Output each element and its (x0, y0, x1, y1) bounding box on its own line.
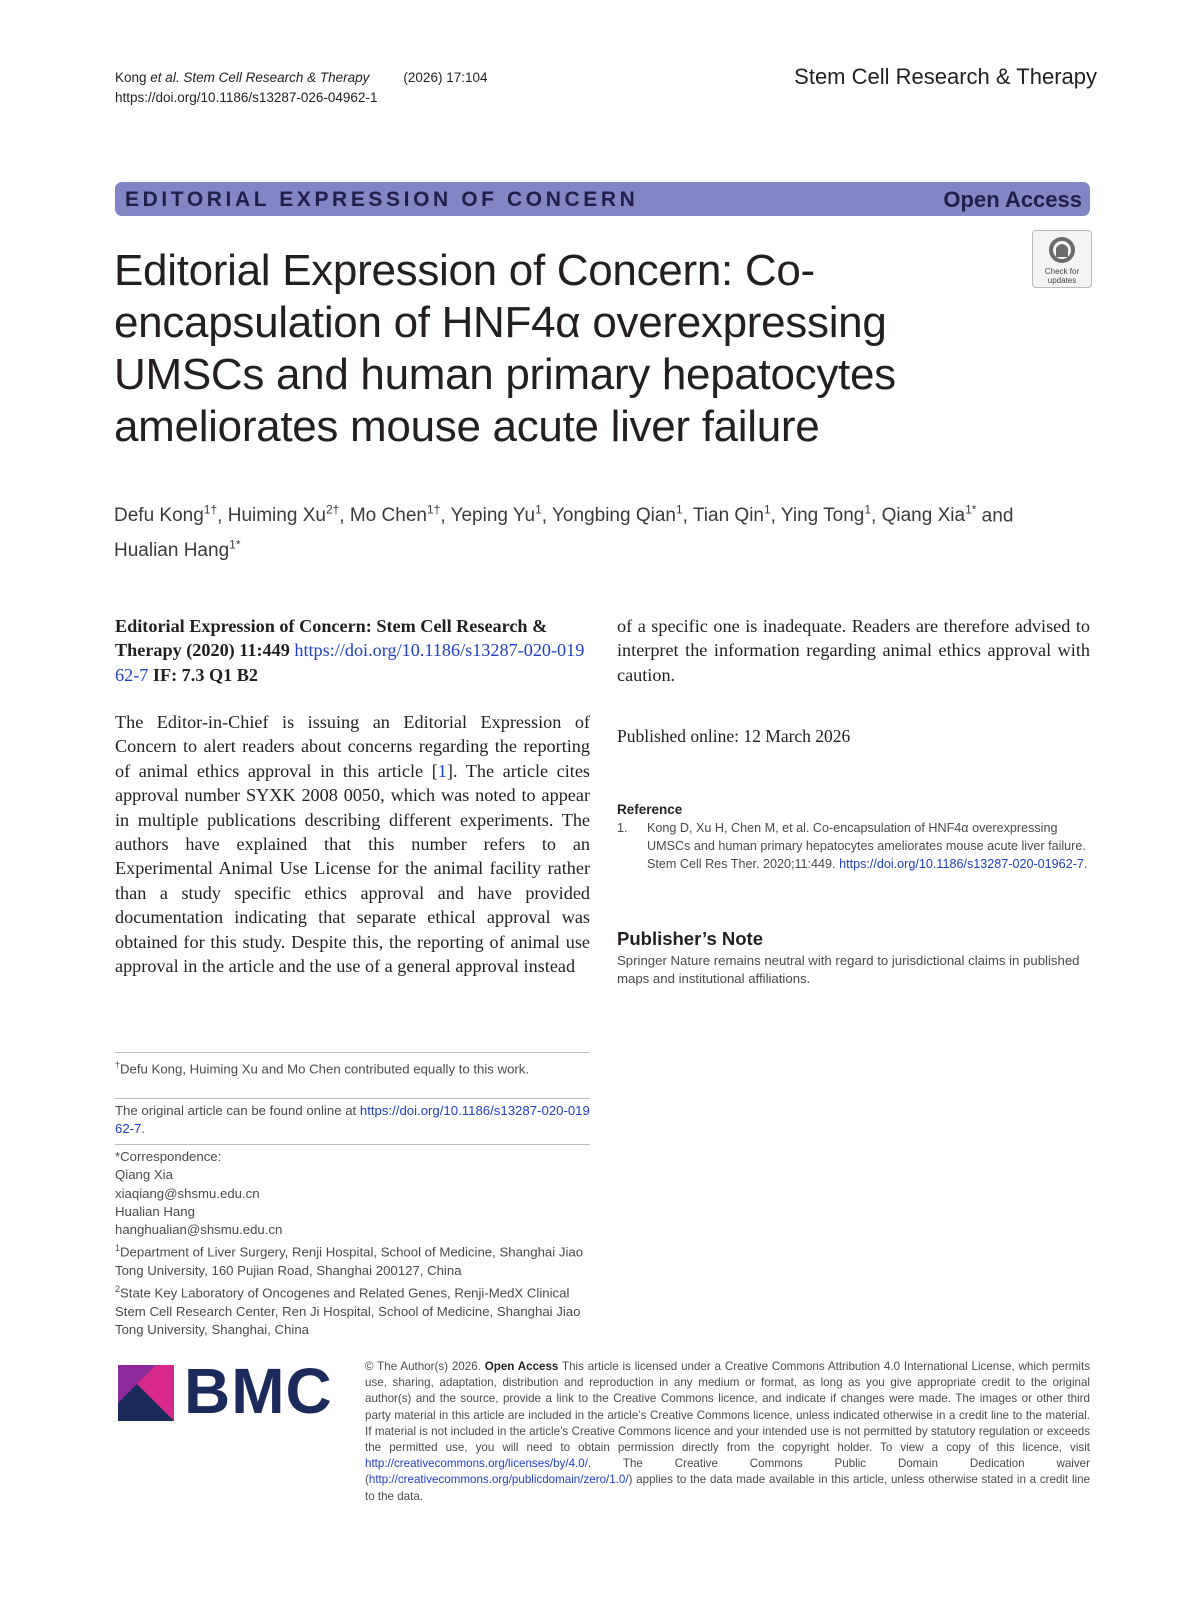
footnote-divider (115, 1144, 590, 1145)
reference-doi-link[interactable]: https://doi.org/10.1186/s13287-020-01962-7 (839, 857, 1084, 871)
affiliation: $^1$Department of Liver Surgery, Renji Hospital, School of Medicine, Shanghai Jiao Tong University, 160 Pujian Road, Shanghai 200127, China (115, 1243, 584, 1279)
body-paragraph-continued: of a specific one is inadequate. Readers are therefore advised to interpret the information regarding animal ethics approval with caution. (617, 616, 1090, 685)
author[interactable]: Ying Tong$^1$ (780, 503, 872, 527)
cc0-waiver-link[interactable]: http://creativecommons.org/publicdomain/zero/1.0/ (368, 1473, 629, 1487)
corresponding-author: Hualian Hang (115, 1203, 195, 1219)
author[interactable]: Mo Chen$^{1\dagger}$ (349, 503, 441, 527)
affiliation: $^2$State Key Laboratory of Oncogenes and Related Genes, Renji-MedX Clinical Stem Cell Research Center, Ren Ji Hospital, School of Medicine, Shanghai Jiao Tong University, Shanghai, China (115, 1284, 581, 1338)
citation-line: Kong et al. Stem Cell Research & Therapy (2026) 17:104 (115, 70, 488, 85)
correspondence-block: *Correspondence: Qiang Xia xiaqiang@shsmu.edu.cn Hualian Hang hanghualian@shsmu.edu.cn $^1$Department of Liver Surgery, Renji Hospital, School of Medicine, Shanghai Jiao Tong University, 160 Pujian Road, Shanghai 200127, China $^2$State Key Laboratory of Oncogenes and Related Genes, Renji-MedX Clinical Stem Cell Research Center, Ren Ji Hospital, School of Medicine, Shanghai Jiao Tong University, Shanghai, China (115, 1148, 590, 1340)
original-article-link[interactable]: https://doi.org/10.1186/s13287-020-01962-7 (115, 1103, 590, 1137)
article-doi[interactable]: https://doi.org/10.1186/s13287-026-04962-1 (115, 90, 378, 105)
check-for-updates-button[interactable] (1032, 230, 1092, 288)
publishers-note-text: Springer Nature remains neutral with regard to jurisdictional claims in published maps and institutional affiliations. (617, 953, 1080, 986)
reference-text: Kong D, Xu H, Chen M, et al. Co-encapsulation of HNF4α overexpressing UMSCs and human primary hepatocytes ameliorates mouse acute liver failure. Stem Cell Res Ther. 2020;11:449. (647, 821, 1086, 871)
reference-link[interactable]: 1 (437, 760, 447, 781)
running-header (115, 68, 488, 108)
publishers-note-heading: Publisher’s Note (617, 928, 763, 949)
citation-volume: (2026) 17:104 (403, 70, 488, 85)
author-list: Defu Kong$^{1\dagger}$, Huiming $Xu^{2\dagger}$, Mo Chen$^{1\dagger}$, Yeping Yu$^1$, Yongbing Qian$^1$, Tian Qin$^1$, Ying Tong$^1$, Qiang Xia$^{1*}$ and Hualian Hang$^{1*}$ (114, 503, 1014, 561)
bmc-logo-icon (118, 1365, 174, 1421)
bmc-logo (118, 1355, 334, 1427)
author[interactable]: Qiang Xia$^{1*}$ (881, 503, 977, 527)
original-article-doi-link[interactable]: https://doi.org/10.1186/s13287-020-01962-7 (115, 640, 585, 685)
equal-contribution-note: †Defu Kong, Huiming Xu and Mo Chen contributed equally to this work. (115, 1060, 530, 1077)
author[interactable]: Yeping Yu$^1$ (450, 503, 542, 527)
corresponding-author: Qiang Xia (115, 1167, 173, 1183)
reference-heading: Reference (617, 802, 683, 817)
author[interactable]: Defu Kong$^{1\dagger}$ (114, 503, 218, 527)
corresponding-email[interactable]: hanghualian@shsmu.edu.cn (115, 1222, 283, 1238)
open-access-label: Open Access (943, 187, 1082, 212)
check-for-updates-icon (1047, 235, 1077, 265)
original-article-citation: Editorial Expression of Concern: Stem Cell Research & Therapy (2020) 11:449 https://doi.org/10.1186/s13287-020-01962-7 IF: 7.3 Q1 B2 (115, 616, 585, 685)
reference-number: 1. (617, 821, 628, 835)
journal-name: Stem Cell Research & Therapy (794, 64, 1097, 89)
author[interactable]: Huiming $Xu^{2\dagger}$ (227, 503, 340, 527)
bmc-logo-text: BMC (184, 1355, 333, 1427)
article-type: EDITORIAL EXPRESSION OF CONCERN (125, 188, 639, 211)
footnote-divider (115, 1052, 590, 1053)
footnote-divider (115, 1098, 590, 1099)
author[interactable]: Yongbing Qian$^1$ (552, 503, 683, 527)
author[interactable]: Hualian Hang$^{1*}$ (114, 537, 241, 561)
original-article-note: The original article can be found online at https://doi.org/10.1186/s13287-020-01962-7. (115, 1103, 590, 1137)
article-type-banner (115, 182, 1090, 216)
cc-by-license-link[interactable]: http://creativecommons.org/licenses/by/4.0/ (365, 1457, 588, 1471)
check-for-updates-label: Check for updates (1044, 267, 1080, 285)
published-date: Published online: 12 March 2026 (617, 726, 851, 746)
corresponding-email[interactable]: xiaqiang@shsmu.edu.cn (115, 1185, 260, 1201)
article-title: Editorial Expression of Concern: Co-encapsulation of HNF4α overexpressing UMSCs and human primary hepatocytes ameliorates mouse acute liver failure (114, 246, 896, 451)
body-paragraph: The Editor-in-Chief is issuing an Editorial Expression of Concern to alert readers about concerns regarding the reporting of animal ethics approval in this article [1]. The article cites approval number SYXK 2008 0050, which was noted to appear in multiple publications describing different experiments. The authors have explained that this number refers to an Experimental Animal Use License for the animal facility rather than a study specific ethics approval and have provided documentation indicating that separate ethical approval was obtained for this study. Despite this, the reporting of animal use approval in the article and the use of a general approval instead (115, 712, 590, 977)
license-statement: © The Author(s) 2026. Open Access This article is licensed under a Creative Commons Attribution 4.0 International License, which permits use, sharing, adaptation, distribution and reproduction in any medium or format, as long as you give appropriate credit to the original author(s) and the source, provide a link to the Creative Commons licence, and indicate if changes were made. The images or other third party material in this article are included in the article’s Creative Commons licence, unless indicated otherwise in a credit line to the material. If material is not included in the article’s Creative Commons licence and your intended use is not permitted by statutory regulation or exceeds the permitted use, you will need to obtain permission directly from the copyright holder. To view a copy of this licence, visit http://creativecommons.org/licenses/by/4.0/. The Creative Commons Public Domain Dedication waiver (http://creativecommons.org/publicdomain/zero/1.0/) applies to the data made available in this article, unless otherwise stated in a credit line to the data. (365, 1360, 1090, 1503)
author[interactable]: Tian Qin$^1$ (692, 503, 771, 527)
